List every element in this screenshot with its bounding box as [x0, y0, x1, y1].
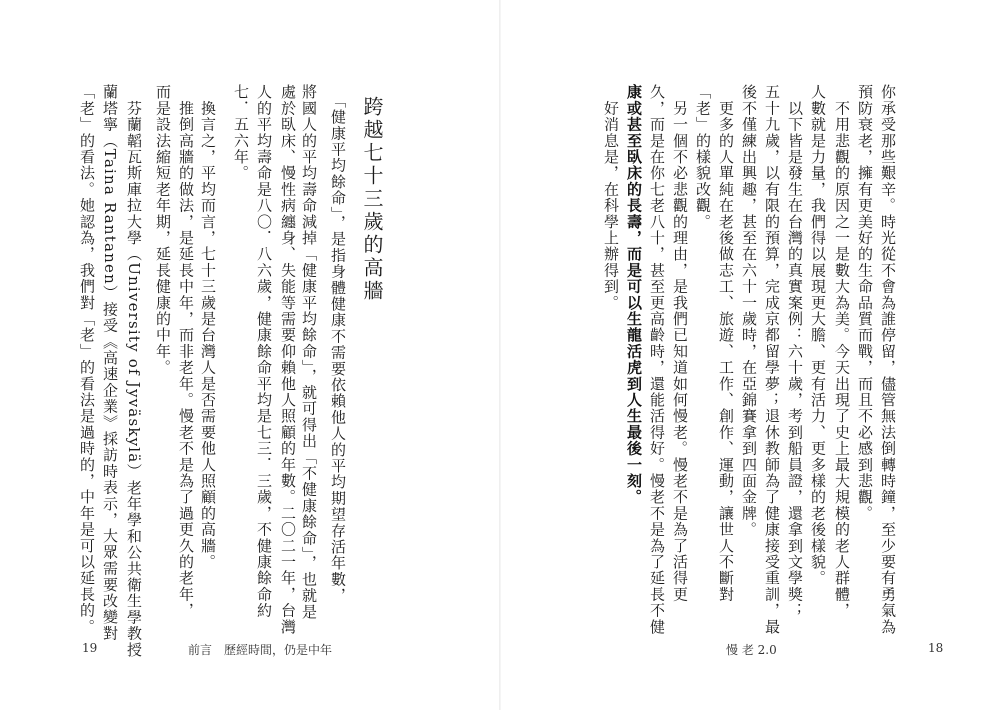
left-text-column: 換言之，平均而言，七十三歲是台灣人是否需要他人照顧的高牆。	[199, 84, 217, 570]
right-text-column: 以下皆是發生在台灣的真實案例：六十歲，考到船員證，還拿到文學獎；	[786, 84, 804, 619]
left-text-column: 推倒高牆的做法，是延長中年，而非老年。慢老不是為了過更久的老年，	[177, 84, 195, 619]
page-number: 19	[82, 641, 98, 655]
right-text-column: 不用悲觀的原因之一是數大為美。今天出現了史上最大規模的老人群體，	[833, 84, 851, 619]
left-text-column: 芬蘭韜瓦斯庫拉大學（University of Jyväskylä）老年學和公共衛生學教授	[125, 84, 143, 658]
right-text-column-bold: 康或甚至臥床的長壽，而是可以生龍活虎到人生最後一刻。	[625, 84, 643, 506]
running-head: 慢 老 2.0	[726, 643, 777, 657]
left-text-column: 而是設法縮短老年期，延長健康的中年。	[154, 84, 172, 376]
section-title: 跨越七十三歲的高牆	[360, 96, 384, 303]
left-text-column: 人的平均壽命是八〇．八六歲，健康餘命平均是七三．三歲，不健康餘命約	[255, 84, 273, 619]
right-text-column: 另一個不必悲觀的理由，是我們已知道如何慢老。慢老不是為了活得更	[671, 84, 689, 603]
right-text-column: 五十九歲，以有限的預算，完成京都留學夢；退休教師為了健康接受重訓，最	[763, 84, 781, 635]
left-text-column: 「老」的看法。她認為，我們對「老」的看法是過時的，中年是可以延長的。	[78, 84, 96, 635]
right-text-column: 好消息是，在科學上辦得到。	[602, 84, 620, 311]
left-text-column: 將國人的平均壽命減掉「健康平均餘命」，就可得出「不健康餘命」，也就是	[300, 84, 318, 620]
right-page	[500, 0, 1000, 710]
right-text-column: 久，而是在你七老八十，甚至更高齡時，還能活得好。慢老不是為了延長不健	[648, 84, 666, 635]
page-number: 18	[928, 641, 944, 655]
running-head: 前言 歷經時間，仍是中年	[188, 643, 333, 657]
right-text-column: 更多的人單純在老後做志工、旅遊、工作、創作、運動，讓世人不斷對	[717, 84, 735, 603]
right-text-column: 你承受那些艱辛。時光從不會為誰停留，儘管無法倒轉時鐘，至少要有勇氣為	[879, 84, 897, 635]
right-text-column: 後不僅練出興趣，甚至在六十一歲時，在亞錦賽拿到四面金牌。	[740, 84, 758, 538]
right-text-column: 人數就是力量，我們得以展現更大膽、更有活力、更多樣的老後樣貌。	[809, 84, 827, 587]
right-text-column: 「老」的樣貌改觀。	[694, 84, 712, 230]
left-text-column: 七．五六年。	[232, 84, 250, 182]
left-text-column: 蘭塔寧（Taina Rantanen）接受《高速企業》採訪時表示，大眾需要改變對	[101, 84, 119, 642]
left-text-column: 處於臥床、慢性病纏身、失能等需要仰賴他人照顧的年數。二〇二一年，台灣	[279, 84, 297, 635]
right-text-column: 預防衰老，擁有更美好的生命品質而戰，而且不必感到悲觀。	[856, 84, 874, 522]
left-text-column: 「健康平均餘命」，是指身體健康不需要依賴他人的平均期望存活年數，	[329, 84, 347, 604]
